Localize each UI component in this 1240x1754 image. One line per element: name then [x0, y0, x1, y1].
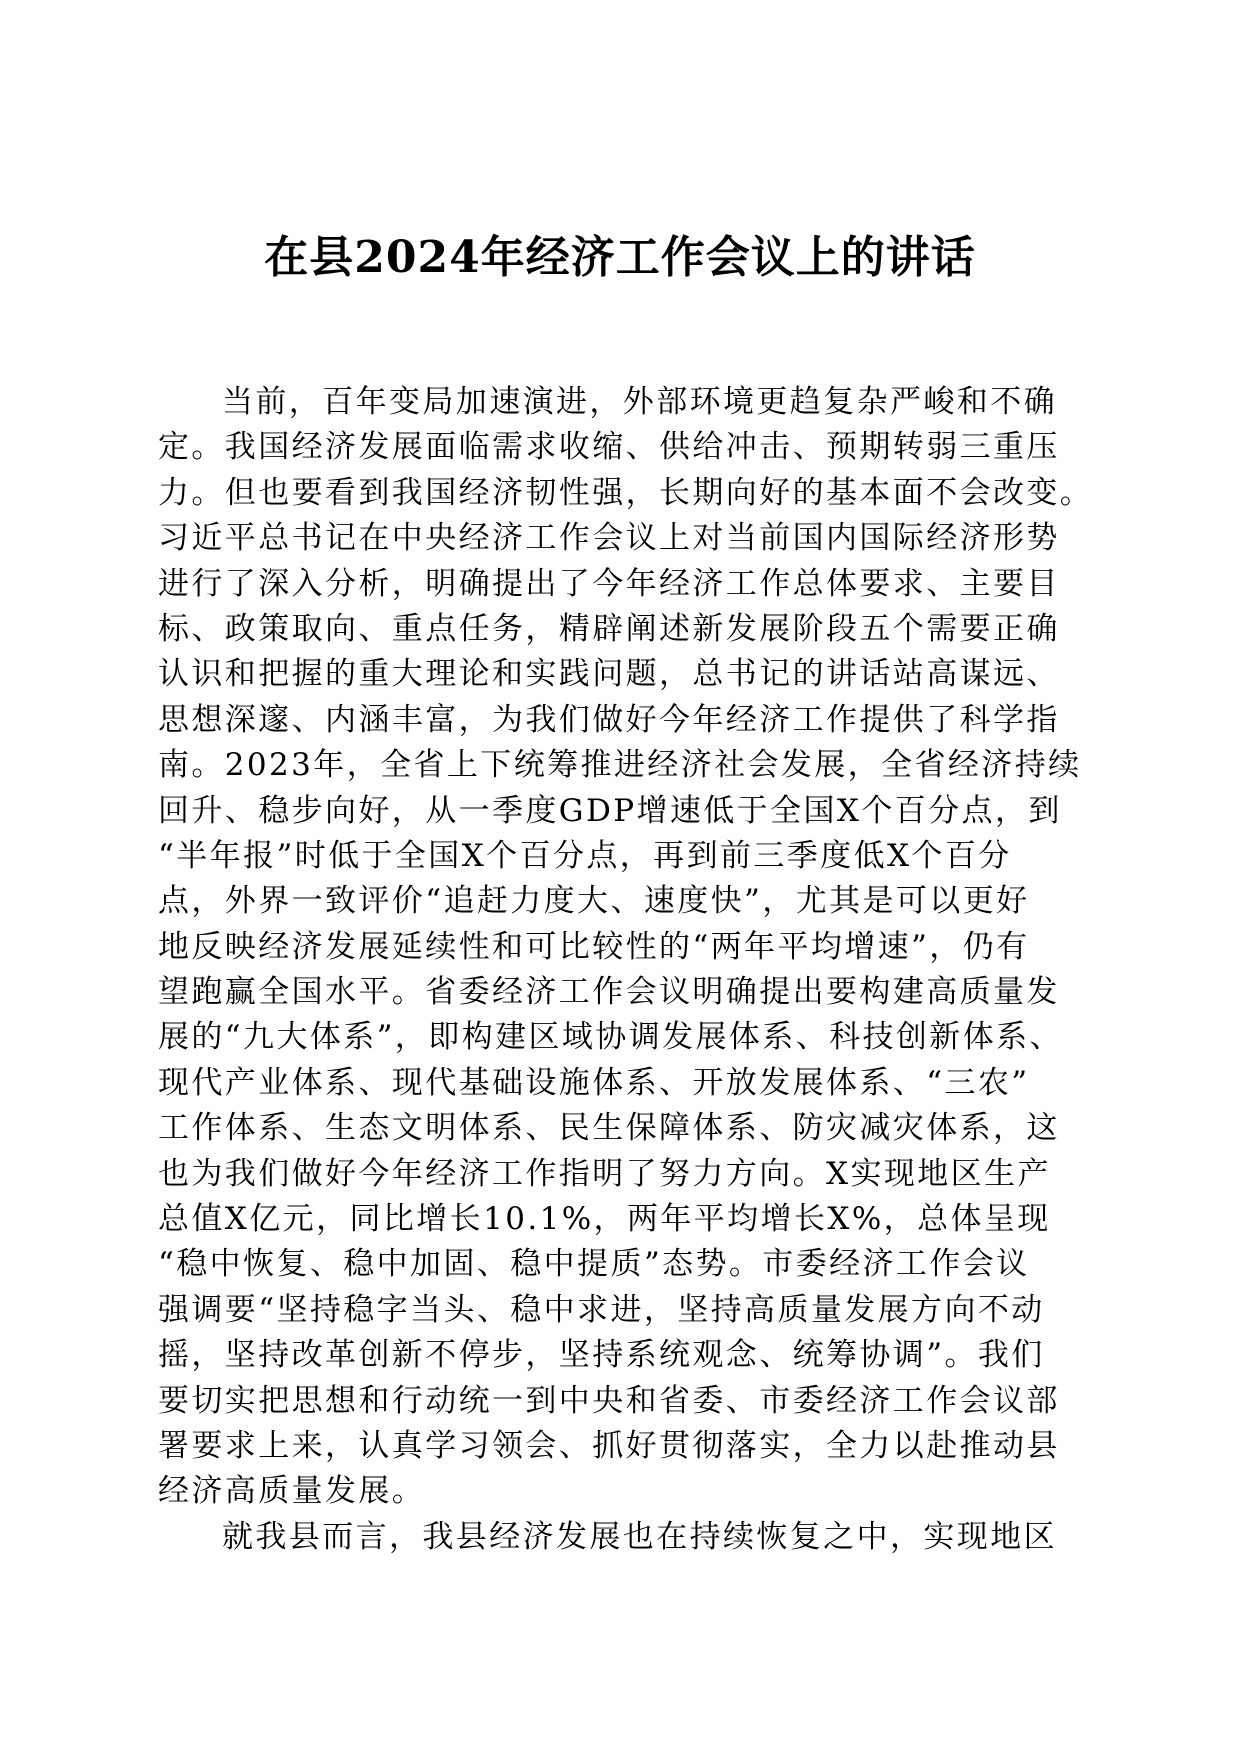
paragraph-line: “半年报”时低于全国X个百分点，再到前三季度低X个百分 [158, 837, 1012, 874]
paragraph-line: 地反映经济发展延续性和可比较性的“两年平均增速”，仍有 [158, 928, 1030, 965]
paragraph-line: 要切实把思想和行动统一到中央和省委、市委经济工作会议部 [158, 1382, 1060, 1419]
paragraph-line: 展的“九大体系”，即构建区域协调发展体系、科技创新体系、 [158, 1019, 1063, 1056]
paragraph-line: 习近平总书记在中央经济工作会议上对当前国内国际经济形势 [158, 520, 1060, 557]
document-body [158, 380, 1094, 1560]
paragraph-line: 摇，坚持改革创新不停步，坚持系统观念、统筹协调”。我们 [158, 1337, 1045, 1374]
paragraph-line: 点，外界一致评价“追赶力度大、速度快”，尤其是可以更好 [158, 883, 1030, 920]
paragraph-line: 现代产业体系、现代基础设施体系、开放发展体系、“三农” [158, 1064, 1030, 1101]
paragraph-line: 定。我国经济发展面临需求收缩、供给冲击、预期转弱三重压 [158, 429, 1060, 466]
paragraph-line: 也为我们做好今年经济工作指明了努力方向。X实现地区生产 [158, 1155, 1051, 1192]
paragraph-line: 南。2023年，全省上下统筹推进经济社会发展，全省经济持续 [158, 747, 1082, 784]
document-title: 在县2024年经济工作会议上的讲话 [264, 232, 976, 283]
paragraph-line: 当前，百年变局加速演进，外部环境更趋复杂严峻和不确 [222, 384, 1057, 420]
paragraph-line: 署要求上来，认真学习领会、抓好贯彻落实，全力以赴推动县 [158, 1427, 1060, 1464]
paragraph-line: 经济高质量发展。 [158, 1473, 426, 1510]
paragraph-line: 总值X亿元，同比增长10.1%，两年平均增长X%，总体呈现 [158, 1201, 1051, 1238]
paragraph-line: 工作体系、生态文明体系、民生保障体系、防灾减灾体系，这 [158, 1110, 1060, 1147]
paragraph-line: 思想深邃、内涵丰富，为我们做好今年经济工作提供了科学指 [158, 701, 1060, 738]
paragraph-line: 强调要“坚持稳字当头、稳中求进，坚持高质量发展方向不动 [158, 1291, 1045, 1328]
paragraph-line: 望跑赢全国水平。省委经济工作会议明确提出要构建高质量发 [158, 974, 1060, 1011]
paragraph-line: 标、政策取向、重点任务，精辟阐述新发展阶段五个需要正确 [158, 610, 1060, 647]
paragraph-line: 就我县而言，我县经济发展也在持续恢复之中，实现地区 [222, 1518, 1057, 1555]
paragraph-line: 进行了深入分析，明确提出了今年经济工作总体要求、主要目 [158, 565, 1060, 602]
paragraph-line: “稳中恢复、稳中加固、稳中提质”态势。市委经济工作会议 [158, 1246, 1030, 1283]
paragraph-line: 力。但也要看到我国经济韧性强，长期向好的基本面不会改变。 [158, 474, 1094, 511]
paragraph-line: 回升、稳步向好，从一季度GDP增速低于全国X个百分点，到 [158, 792, 1062, 829]
paragraph-line: 认识和把握的重大理论和实践问题，总书记的讲话站高谋远、 [158, 656, 1060, 693]
